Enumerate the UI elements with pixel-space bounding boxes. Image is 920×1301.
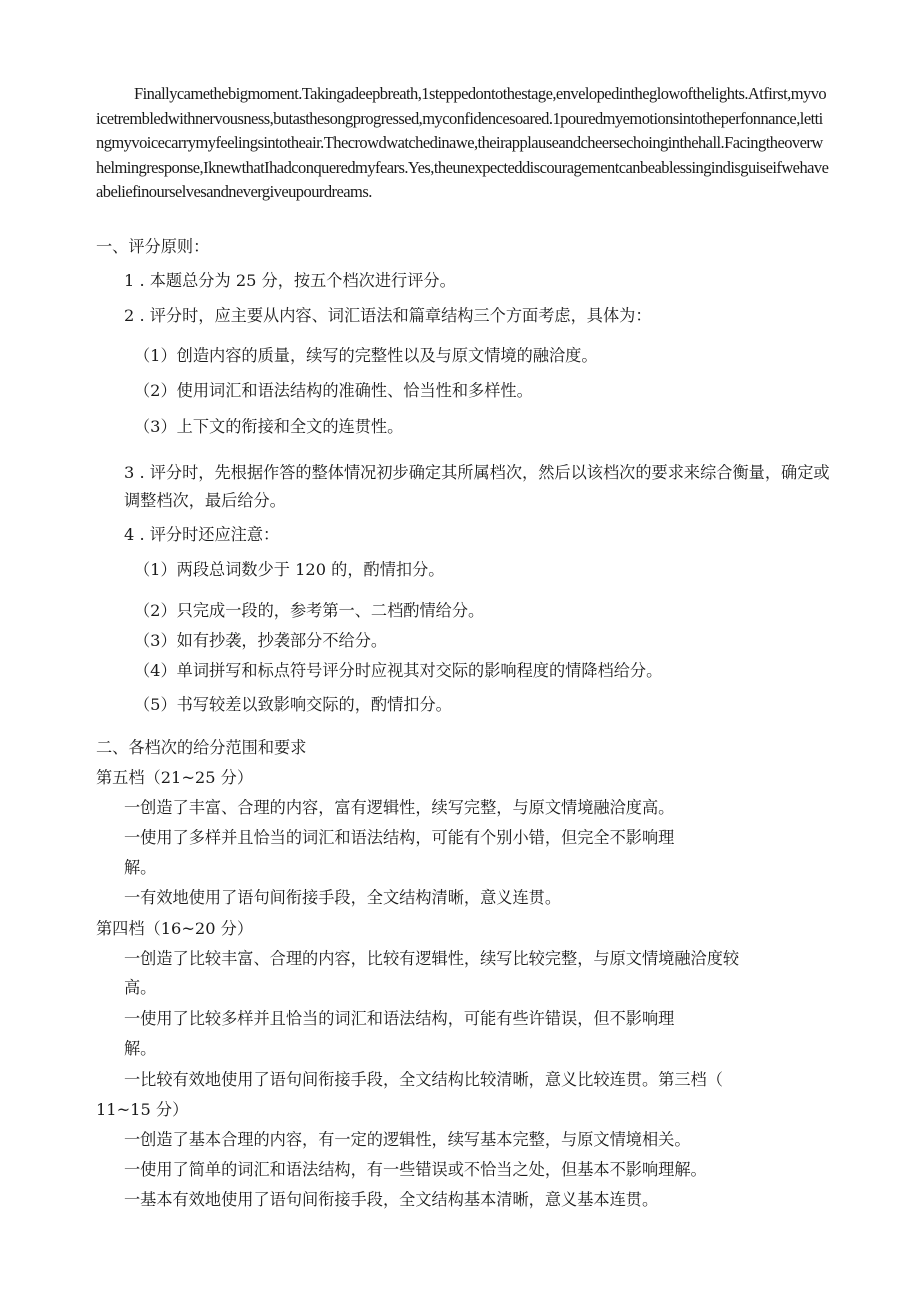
grade4-item: 一比较有效地使用了语句间衔接手段，全文结构比较清晰，意义比较连贯。第三档（	[124, 1070, 723, 1089]
passage-paragraph: Finallycamethebigmoment.Takingadeepbreath,1steppedontothestage,envelopedintheglowofthelights.Atfirst,myvoicetrembledwithnervousness,butasthesongprogressed,myconfidencesoared.1pouredmyemotionsintotheperfonnance,lettingmyvoicecarrymyfeelingsintotheair.Thecrowdwatchedinawe,theirapplauseandcheersechoinginthehall.Facingtheoverwhelmingresponse,IknewthatIhadconqueredmyfears.Yes,theunexpecteddiscouragementcanbeablessingindisguiseifwehaveabeliefinourselvesandnevergiveupourdreams.	[96, 84, 829, 202]
grade3-item: 一创造了基本合理的内容，有一定的逻辑性，续写基本完整，与原文情境相关。	[124, 1130, 691, 1149]
rule-2-sub-3: （3）上下文的衔接和全文的连贯性。	[134, 417, 404, 436]
grade3-item: 一使用了简单的词汇和语法结构，有一些错误或不恰当之处，但基本不影响理解。	[124, 1160, 707, 1179]
grade4-item-continued: 解。	[124, 1039, 157, 1058]
rule-4: 4 . 评分时还应注意：	[124, 525, 280, 544]
rule-2-sub-1: （1）创造内容的质量，续写的完整性以及与原文情境的融洽度。	[134, 346, 598, 365]
grade5-item: 一创造了丰富、合理的内容，富有逻辑性，续写完整，与原文情境融洽度高。	[124, 798, 675, 817]
grade4-item-continued: 高。	[124, 978, 157, 997]
rule-2: 2 . 评分时，应主要从内容、词汇语法和篇章结构三个方面考虑，具体为：	[124, 306, 652, 325]
section-heading-grade-ranges: 二、各档次的给分范围和要求	[96, 738, 307, 757]
rule-4-sub-1: （1）两段总词数少于 120 的，酌情扣分。	[134, 560, 445, 579]
rule-4-sub-4: （4）单词拼写和标点符号评分时应视其对交际的影响程度的情降档给分。	[134, 661, 663, 680]
grade5-item-continued: 解。	[124, 858, 157, 877]
rule-1: 1 . 本题总分为 25 分，按五个档次进行评分。	[124, 271, 456, 290]
grade4-title: 第四档（16~20 分）	[96, 919, 254, 938]
grade5-item: 一有效地使用了语句间衔接手段，全文结构清晰，意义连贯。	[124, 888, 562, 907]
rule-2-sub-2: （2）使用词汇和语法结构的准确性、恰当性和多样性。	[134, 381, 533, 400]
grade4-item: 一创造了比较丰富、合理的内容，比较有逻辑性，续写比较完整，与原文情境融洽度较	[124, 949, 740, 968]
rule-4-sub-3: （3）如有抄袭，抄袭部分不给分。	[134, 631, 388, 650]
section-heading-scoring-principles: 一、评分原则：	[96, 237, 210, 256]
grade4-item: 一使用了比较多样并且恰当的词汇和语法结构，可能有些许错误，但不影响理	[124, 1009, 675, 1028]
rule-4-sub-5: （5）书写较差以致影响交际的，酌情扣分。	[134, 695, 452, 714]
grade3-item: 一基本有效地使用了语句间衔接手段，全文结构基本清晰，意义基本连贯。	[124, 1190, 659, 1209]
grade5-title: 第五档（21~25 分）	[96, 768, 254, 787]
rule-3: 3 . 评分时，先根据作答的整体情况初步确定其所属档次，然后以该档次的要求来综合衡量，确定或调整档次，最后给分。	[124, 463, 830, 510]
grade3-title-continued: 11~15 分）	[96, 1100, 189, 1119]
grade5-item: 一使用了多样并且恰当的词汇和语法结构，可能有个别小错，但完全不影响理	[124, 828, 675, 847]
rule-4-sub-2: （2）只完成一段的，参考第一、二档酌情给分。	[134, 601, 485, 620]
